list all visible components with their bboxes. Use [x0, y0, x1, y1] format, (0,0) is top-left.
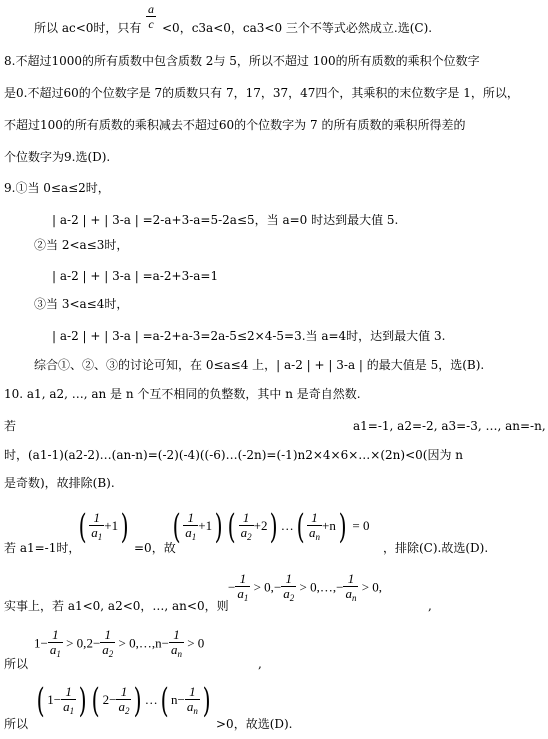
- text-line: 实事上，若 a1<0, a2<0，…, an<0，则: [4, 599, 229, 613]
- text-line: >0，故选(D).: [216, 717, 293, 731]
- equation-paren-1: ( $\frac{1}{a_1}$ +1): [78, 507, 129, 547]
- text-line: 是0.不超过60的个位数字是 7的质数只有 7，17，37，47四个，其乘积的末位数字是 1，所以，: [4, 86, 519, 100]
- text-line: ，排除(C).故选(D).: [383, 541, 489, 555]
- text-line: =0，故: [134, 541, 176, 555]
- text-line: ③当 3<a≤4时，: [34, 297, 129, 311]
- text-line: | a-2 | + | 3-a | =a-2+3-a=1: [52, 269, 219, 283]
- text-line: 是奇数)，故排除(B).: [4, 476, 115, 490]
- text-line: ,: [428, 599, 432, 613]
- text-line: 所以 ac<0时，只有: [34, 21, 142, 35]
- text-line: 个位数字为9.选(D).: [4, 150, 111, 164]
- equation-product-zero: ( $\frac{1}{a_1}$ +1) ( $\frac{1}{a_2}$ +2) …( $\frac{1}{a_n}$ +n) = 0: [172, 507, 370, 547]
- text-line: 10. a1, a2, …, an 是 n 个互不相同的负整数，其中 n 是奇自然数.: [4, 387, 361, 401]
- text-line: | a-2 | + | 3-a | =a-2+a-3=2a-5≤2×4-5=3.当 a=4时，达到最大值 3.: [52, 329, 446, 343]
- fraction-a-over-c: $\frac{a}{c}$: [148, 2, 154, 31]
- text-line: 若: [4, 419, 17, 433]
- text-line: 8.不超过1000的所有质数中包含质数 2与 5，所以不超过 100的所有质数的乘积个位数字: [4, 54, 480, 68]
- text-line: 时，(a1-1)(a2-2)…(an-n)=(-2)(-4)((-6)…(-2n)=(-1)n2×4×6×…×(2n)<0(因为 n: [4, 448, 463, 462]
- text-line: <0，c3a<0，ca3<0 三个不等式必然成立.选(C).: [162, 21, 433, 35]
- equation-final-product: ( 1− $\frac{1}{a_1}$ ) ( 2− $\frac{1}{a_2}$ ) …( n− $\frac{1}{a_n}$ ): [36, 681, 211, 721]
- text-line: 9.①当 0≤a≤2时，: [4, 181, 110, 195]
- text-line: ,: [258, 657, 262, 671]
- text-line: 若 a1=-1时，: [4, 541, 81, 555]
- equation-differences: 1− $\frac{1}{a_1}$ > 0,2− $\frac{1}{a_2}$ > 0,…,n− $\frac{1}{a_n}$ > 0: [34, 627, 205, 659]
- text-line: a1=-1, a2=-2, a3=-3, …, an=-n,: [353, 419, 546, 433]
- text-line: 不超过100的所有质数的乘积减去不超过60的个位数字为 7 的所有质数的乘积所得差的: [4, 118, 466, 132]
- text-line: 所以: [4, 657, 29, 671]
- equation-negatives: − $\frac{1}{a_1}$ > 0,− $\frac{1}{a_2}$ > 0,…,− $\frac{1}{a_n}$ > 0,: [228, 571, 383, 603]
- text-line: 所以: [4, 717, 29, 731]
- text-line: ②当 2<a≤3时，: [34, 238, 129, 252]
- text-line: | a-2 | + | 3-a | =2-a+3-a=5-2a≤5，当 a=0 时达到最大值 5.: [52, 213, 399, 227]
- text-line: 综合①、②、③的讨论可知，在 0≤a≤4 上，| a-2 | + | 3-a | 的最大值是 5，选(B).: [34, 358, 485, 372]
